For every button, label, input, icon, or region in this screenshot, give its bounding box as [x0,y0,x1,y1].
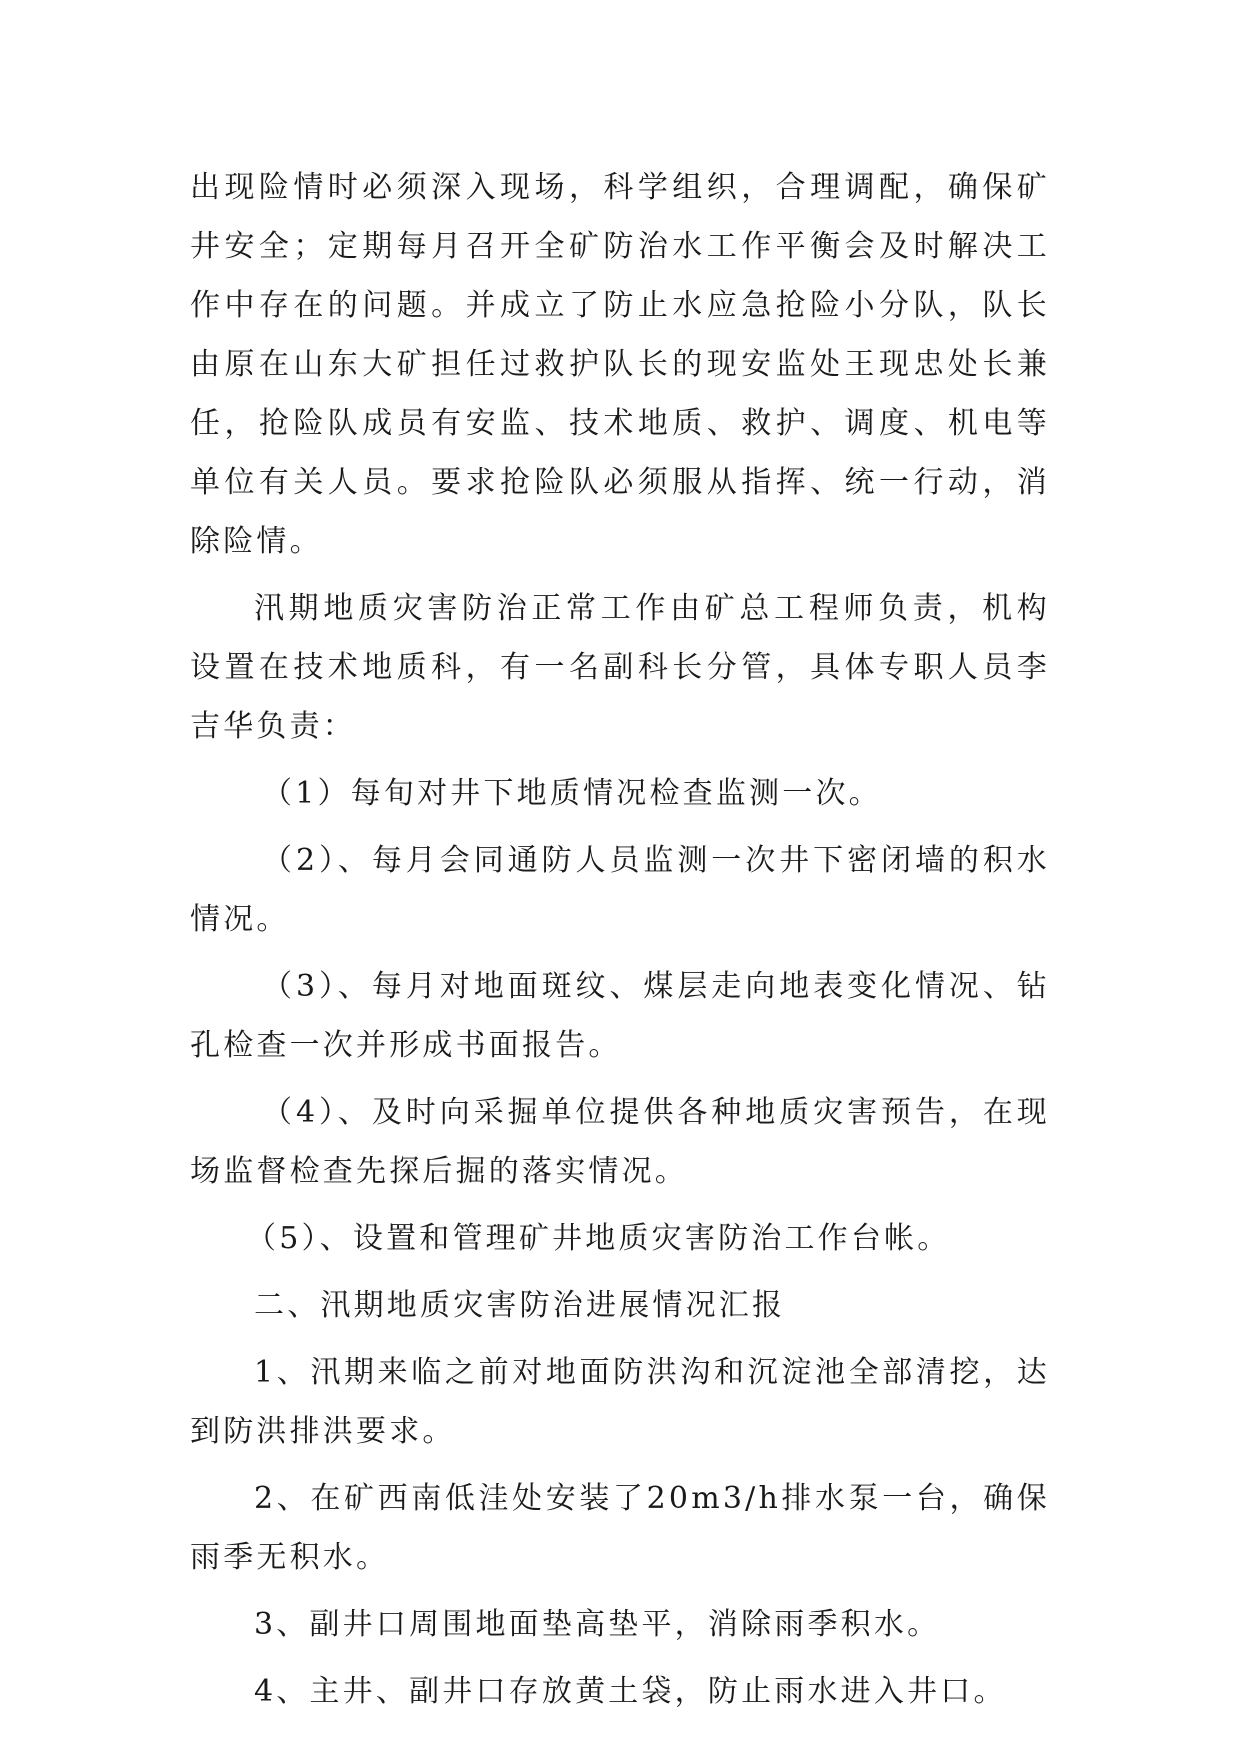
list-item-4: （4）、及时向采掘单位提供各种地质灾害预告，在现场监督检查先探后掘的落实情况。 [190,1095,1050,1189]
progress-item-1: 1、汛期来临之前对地面防洪沟和沉淀池全部清挖，达到防洪排洪要求。 [190,1355,1050,1449]
list-item-5: （5）、设置和管理矿井地质灾害防治工作台帐。 [246,1221,951,1256]
list-item-1: （1）每旬对井下地质情况检查监测一次。 [262,776,882,811]
progress-item-3: 3、副井口周围地面垫高垫平，消除雨季积水。 [254,1607,941,1642]
progress-item-2: 2、在矿西南低洼处安装了20m3/h排水泵一台，确保雨季无积水。 [190,1481,1050,1575]
document-body [190,158,1050,1721]
section-heading-progress: 二、汛期地质灾害防治进展情况汇报 [254,1288,786,1323]
list-item-2: （2）、每月会同通防人员监测一次井下密闭墙的积水情况。 [190,843,1050,937]
paragraph-emergency-team: 出现险情时必须深入现场，科学组织，合理调配，确保矿井安全；定期每月召开全矿防治水工作平衡会及时解决工作中存在的问题。并成立了防止水应急抢险小分队，队长由原在山东大矿担任过救护队长的现安监处王现忠处长兼任，抢险队成员有安监、技术地质、救护、调度、机电等单位有关人员。要求抢险队必须服从指挥、统一行动，消除险情。 [190,170,1050,559]
list-item-3: （3）、每月对地面斑纹、煤层走向地表变化情况、钻孔检查一次并形成书面报告。 [190,969,1050,1063]
paragraph-responsibility: 汛期地质灾害防治正常工作由矿总工程师负责，机构设置在技术地质科，有一名副科长分管，具体专职人员李吉华负责： [190,591,1050,744]
progress-item-4: 4、主井、副井口存放黄土袋，防止雨水进入井口。 [254,1674,1007,1709]
